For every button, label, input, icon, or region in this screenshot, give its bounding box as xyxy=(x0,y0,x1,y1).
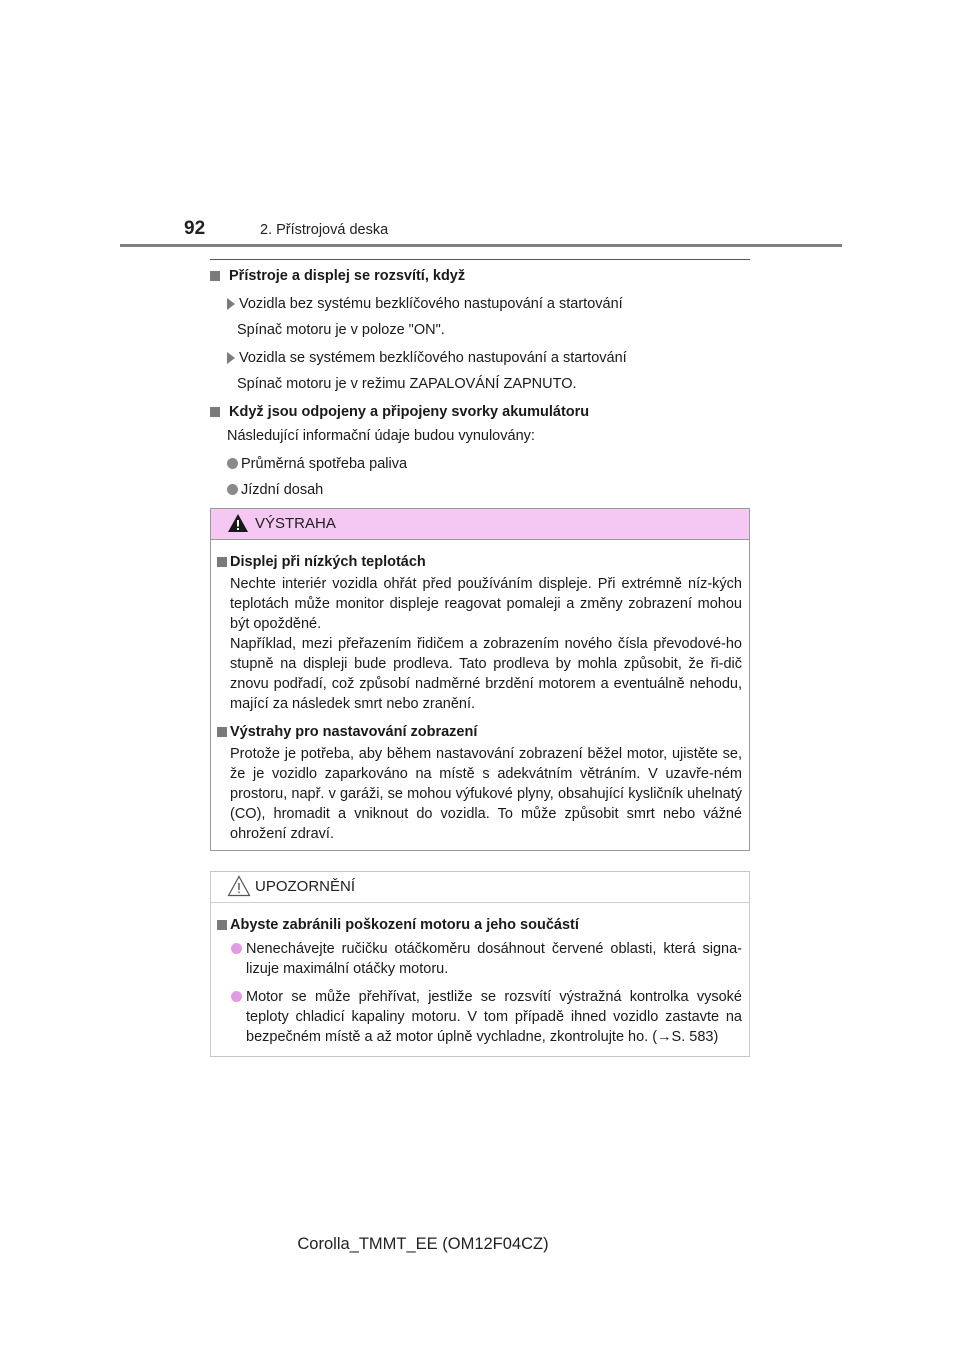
page-header xyxy=(120,216,842,246)
page-footer xyxy=(0,1235,960,1254)
warning-paragraph: Například, mezi přeřazením řidičem a zobrazením nového čísla převodové-ho stupně na displeji bude prodleva. Tato prodleva by mohla způsobit, že ři-dič znovu podřadí, což způsobí nadměrné brzdění motorem a eventuálně nehodu, mající za následek smrt nebo zranění. xyxy=(230,636,742,712)
warning-subheading: Výstrahy pro nastavování zobrazení xyxy=(217,722,742,742)
caution-header xyxy=(211,872,749,903)
item-detail: Spínač motoru je v režimu ZAPALOVÁNÍ ZAPNUTO. xyxy=(237,376,577,392)
list-item: Vozidla bez systému bezklíčového nastupování a startování xyxy=(210,294,750,314)
square-bullet-icon xyxy=(217,920,227,930)
page-number: 92 xyxy=(184,218,206,239)
warning-title: VÝSTRAHA xyxy=(255,515,336,532)
warning-paragraph: Protože je potřeba, aby během nastavování zobrazení běžel motor, ujistěte se, že je vozidlo zaparkováno na místě s adekvátním větráním. V uzavře-ném prostoru, např. v garáži, se mohou výfukové plyny, obsahující kysličník uhelnatý (CO), hromadit a vniknout do vozidla. To může způsobit smrt nebo vážné ohrožení zdraví. xyxy=(230,746,742,842)
warning-body xyxy=(211,540,749,844)
chapter-title: 2. Přístrojová deska xyxy=(260,222,389,238)
square-bullet-icon xyxy=(210,407,220,417)
caution-box xyxy=(210,871,750,1057)
circle-bullet-icon xyxy=(227,458,238,469)
warning-subheading: Displej při nízkých teplotách xyxy=(217,552,742,572)
circle-bullet-icon xyxy=(231,943,242,954)
list-item: Nenechávejte ručičku otáčkoměru dosáhnout červené oblasti, která signa-lizuje maximální otáčky motoru. xyxy=(217,939,742,979)
footer-text: Corolla_TMMT_EE (OM12F04CZ) xyxy=(297,1235,549,1253)
list-item: Průměrná spotřeba paliva xyxy=(210,454,750,474)
caution-triangle-icon xyxy=(227,875,251,897)
list-item: Jízdní dosah xyxy=(210,480,750,500)
section-heading: Přístroje a displej se rozsvítí, když xyxy=(210,266,750,286)
square-bullet-icon xyxy=(217,557,227,567)
warning-header xyxy=(211,509,749,540)
list-item: Motor se může přehřívat, jestliže se rozsvítí výstražná kontrolka vysoké teploty chladicí kapaliny motoru. V tom případě ihned vozidlo zastavte na bezpečném místě a až motor úplně vychladne, zkontrolujte ho. (→S. 583) xyxy=(217,987,742,1047)
circle-bullet-icon xyxy=(227,484,238,495)
warning-paragraph: Nechte interiér vozidla ohřát před používáním displeje. Při extrémně níz-kých teplotách může monitor displeje reagovat pomaleji a změny zobrazení mohou být opožděné. xyxy=(230,576,742,632)
square-bullet-icon xyxy=(210,271,220,281)
circle-bullet-icon xyxy=(231,991,242,1002)
warning-triangle-icon xyxy=(227,513,249,533)
triangle-bullet-icon xyxy=(227,298,235,310)
section-divider xyxy=(210,259,750,260)
caution-body xyxy=(211,903,749,1047)
triangle-bullet-icon xyxy=(227,352,235,364)
item-detail: Spínač motoru je v poloze "ON". xyxy=(237,322,445,338)
list-item: Vozidla se systémem bezklíčového nastupování a startování xyxy=(210,348,750,368)
warning-box xyxy=(210,508,750,851)
caution-subheading: Abyste zabránili poškození motoru a jeho součástí xyxy=(217,915,742,935)
caution-title: UPOZORNĚNÍ xyxy=(255,878,356,895)
section-intro: Následující informační údaje budou vynulovány: xyxy=(227,428,535,444)
header-divider xyxy=(120,244,842,247)
square-bullet-icon xyxy=(217,727,227,737)
main-content xyxy=(210,266,750,506)
section-heading: Když jsou odpojeny a připojeny svorky akumulátoru xyxy=(210,402,750,422)
